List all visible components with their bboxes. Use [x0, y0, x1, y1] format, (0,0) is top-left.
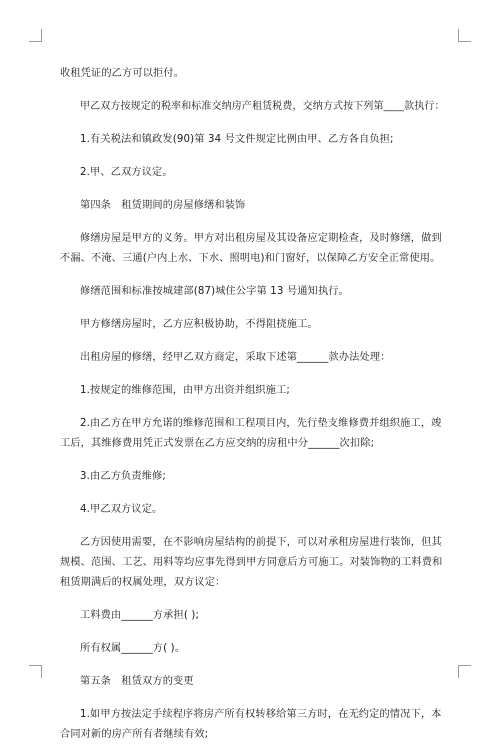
text-line: 工料费由______方承担( ); [80, 610, 200, 621]
text-line: 出租房屋的修缮，经甲乙双方商定，采取下述第______款办法处理： [80, 352, 391, 363]
section-heading: 第五条 租赁双方的变更 [80, 676, 194, 687]
text-line: 不漏、不淹、三通(户内上水、下水、照明电)和门窗好，以保障乙方安全正常使用。 [60, 253, 441, 264]
text-line: 修缮房屋是甲方的义务。甲方对出租房屋及其设备应定期检查，及时修缮，做到 [80, 233, 442, 244]
corner-mark-top-left [29, 29, 42, 42]
corner-mark-top-right [458, 29, 471, 42]
text-line: 2.由乙方在甲方允诺的维修范围和工程项目内，先行垫支维修费并组织施工，竣 [80, 418, 442, 429]
corner-mark-bottom-right [458, 665, 471, 678]
text-line: 修缮范围和标准按城建部(87)城住公字第 13 号通知执行。 [80, 286, 349, 297]
text-line: 甲乙双方按规定的税率和标准交纳房产租赁税费，交纳方式按下列第____款执行： [80, 101, 445, 112]
text-line: 合同对新的房产所有者继续有效; [60, 729, 209, 740]
text-line: 3.由乙方负责维修; [80, 471, 166, 482]
document-body [60, 64, 444, 745]
text-line: 4.甲乙双方议定。 [80, 504, 163, 515]
text-line: 租赁期满后的权属处理，双方议定： [60, 577, 226, 588]
text-line: 1.有关税法和镇政发(90)第 34 号文件规定比例由甲、乙方各自负担; [80, 134, 394, 145]
text-line: 工后，其维修费用凭正式发票在乙方应交纳的房租中分______次扣除; [60, 438, 375, 449]
corner-mark-bottom-left [29, 665, 42, 678]
text-line: 所有权属______方( )。 [80, 643, 186, 654]
text-line: 2.甲、乙双方议定。 [80, 167, 173, 178]
text-line: 收租凭证的乙方可以拒付。 [60, 68, 185, 79]
section-heading: 第四条 租赁期间的房屋修缮和装饰 [80, 200, 246, 211]
text-line: 甲方修缮房屋时，乙方应积极协助，不得阻挠施工。 [80, 319, 318, 330]
text-line: 1.如甲方按法定手续程序将房产所有权转移给第三方时，在无约定的情况下，本 [80, 709, 442, 720]
text-line: 乙方因使用需要，在不影响房屋结构的前提下，可以对承租房屋进行装饰，但其 [80, 537, 442, 548]
text-line: 规模、范围、工艺、用料等均应事先得到甲方同意后方可施工。对装饰物的工料费和 [60, 557, 443, 568]
text-line: 1.按规定的维修范围，由甲方出资并组织施工; [80, 385, 291, 396]
